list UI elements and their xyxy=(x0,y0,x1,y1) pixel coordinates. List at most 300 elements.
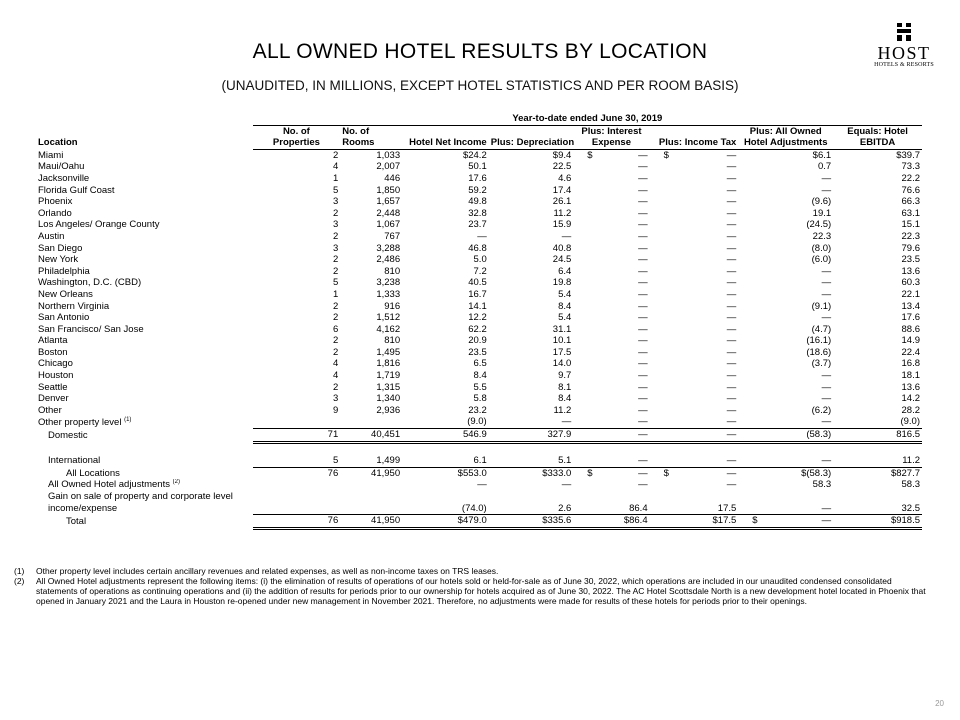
location-label: Northern Virginia xyxy=(38,300,110,312)
cell-value: 1,657 xyxy=(376,196,401,208)
cell-rooms xyxy=(340,173,402,185)
cell-value: 20.9 xyxy=(468,335,487,347)
table-row xyxy=(36,416,922,428)
cell-value: 14.0 xyxy=(552,358,572,370)
cell-properties xyxy=(253,219,341,231)
location-label: Austin xyxy=(38,230,65,242)
cell-net-income xyxy=(402,393,489,405)
cell-location xyxy=(36,277,253,289)
cell-value: — xyxy=(726,196,737,208)
cell-depreciation xyxy=(489,289,574,301)
cell-value: 7.2 xyxy=(473,265,487,277)
cell-adjustments xyxy=(738,358,833,370)
cell-value: (9.6) xyxy=(811,196,832,208)
cell-value: — xyxy=(638,455,648,467)
cell-rooms xyxy=(340,301,402,313)
cell-net-income xyxy=(402,491,489,503)
cell-value: 22.5 xyxy=(552,161,572,173)
cell-value: — xyxy=(638,479,648,491)
cell-net-income xyxy=(402,277,489,289)
cell-value: 4 xyxy=(332,161,339,173)
cell-value: 2,936 xyxy=(376,404,401,416)
cell-properties xyxy=(253,324,341,336)
cell-ebitda xyxy=(833,455,922,467)
cell-value: 1,719 xyxy=(376,370,401,382)
cell-depreciation xyxy=(489,370,574,382)
cell-value: 5.1 xyxy=(558,455,572,467)
cell-value: — xyxy=(726,312,737,324)
cell-properties xyxy=(253,196,341,208)
cell-value: — xyxy=(726,370,737,382)
cell-value: 76 xyxy=(327,467,339,479)
cell-value: — xyxy=(821,265,832,277)
cell-value: — xyxy=(638,467,648,479)
cell-value: 60.3 xyxy=(901,277,920,289)
cell-interest xyxy=(573,335,649,347)
cell-tax xyxy=(650,515,739,529)
cell-location xyxy=(36,185,253,197)
cell-depreciation xyxy=(489,243,574,255)
cell-properties xyxy=(253,335,341,347)
cell-location xyxy=(36,382,253,394)
cell-properties xyxy=(253,185,341,197)
cell-value: — xyxy=(477,479,487,491)
cell-value: $39.7 xyxy=(896,149,920,161)
col-tax: Plus: Income Tax xyxy=(650,137,739,149)
cell-net-income xyxy=(402,347,489,359)
cell-adjustments xyxy=(738,503,833,515)
cell-value: — xyxy=(821,172,832,184)
cell-net-income xyxy=(402,455,489,467)
cell-value: (16.1) xyxy=(806,335,832,347)
cell-net-income xyxy=(402,503,489,515)
cell-value: 816.5 xyxy=(896,429,920,441)
cell-interest xyxy=(573,149,649,161)
cell-value: 40.5 xyxy=(468,277,487,289)
cell-value: 15.9 xyxy=(552,219,572,231)
logo-wordmark: HOST xyxy=(877,43,931,63)
cell-adjustments xyxy=(738,254,833,266)
cell-depreciation xyxy=(489,393,574,405)
cell-value: (9.1) xyxy=(811,300,832,312)
col-rooms-line1: No. of xyxy=(342,125,370,137)
cell-value: — xyxy=(638,312,648,324)
table-row xyxy=(36,185,922,197)
cell-adjustments xyxy=(738,301,833,313)
cell-interest xyxy=(573,301,649,313)
cell-value: — xyxy=(638,184,648,196)
cell-net-income xyxy=(402,479,489,491)
cell-value: 1,850 xyxy=(376,184,401,196)
cell-depreciation xyxy=(489,503,574,515)
cell-adjustments xyxy=(738,335,833,347)
location-label: New York xyxy=(38,254,79,266)
cell-location xyxy=(36,312,253,324)
cell-location xyxy=(36,515,253,529)
cell-location xyxy=(36,196,253,208)
cell-value: — xyxy=(638,370,648,382)
cell-value: 2 xyxy=(332,230,339,242)
location-label: Orlando xyxy=(38,207,72,219)
cell-tax xyxy=(650,289,739,301)
cell-value: — xyxy=(726,404,737,416)
cell-interest xyxy=(573,405,649,417)
cell-net-income xyxy=(402,185,489,197)
cell-value: 17.6 xyxy=(901,312,920,324)
cell-depreciation xyxy=(489,149,574,161)
cell-properties xyxy=(253,491,341,503)
cell-value: 19.1 xyxy=(812,207,832,219)
col-properties-line2: Properties xyxy=(253,137,341,149)
cell-value: 18.1 xyxy=(901,370,920,382)
cell-value: 1,495 xyxy=(376,346,401,358)
cell-tax xyxy=(650,347,739,359)
cell-ebitda xyxy=(833,254,922,266)
table-row xyxy=(36,196,922,208)
cell-properties xyxy=(253,301,341,313)
cell-ebitda xyxy=(833,231,922,243)
cell-interest xyxy=(573,208,649,220)
cell-value: 5.8 xyxy=(473,393,487,405)
cell-rooms xyxy=(340,358,402,370)
cell-depreciation xyxy=(489,358,574,370)
table-row xyxy=(36,515,922,529)
cell-net-income xyxy=(402,254,489,266)
cell-depreciation xyxy=(489,173,574,185)
cell-value: 2 xyxy=(332,312,339,324)
cell-value: 6.4 xyxy=(558,265,572,277)
cell-ebitda xyxy=(833,173,922,185)
cell-value: 16.7 xyxy=(468,288,487,300)
cell-properties xyxy=(253,455,341,467)
cell-properties xyxy=(253,515,341,529)
cell-value: — xyxy=(638,335,648,347)
cell-value: 2,448 xyxy=(376,207,401,219)
cell-net-income xyxy=(402,382,489,394)
cell-depreciation xyxy=(489,254,574,266)
cell-value: $6.1 xyxy=(812,149,832,161)
cell-value: 2 xyxy=(332,149,339,161)
cell-location xyxy=(36,208,253,220)
cell-interest xyxy=(573,515,649,529)
cell-tax xyxy=(650,405,739,417)
cell-ebitda xyxy=(833,312,922,324)
cell-value: 19.8 xyxy=(552,277,572,289)
cell-value: 446 xyxy=(384,172,401,184)
cell-value: 17.5 xyxy=(552,346,572,358)
cell-ebitda xyxy=(833,335,922,347)
cell-rooms xyxy=(340,149,402,161)
table-row xyxy=(36,266,922,278)
cell-location xyxy=(36,243,253,255)
cell-interest xyxy=(573,491,649,503)
cell-interest xyxy=(573,347,649,359)
cell-depreciation xyxy=(489,382,574,394)
cell-value: 1,333 xyxy=(376,288,401,300)
location-label: Atlanta xyxy=(38,335,68,347)
cell-properties xyxy=(253,382,341,394)
cell-rooms xyxy=(340,231,402,243)
cell-interest xyxy=(573,161,649,173)
dollar-sign: $ xyxy=(752,515,758,527)
cell-value: 13.6 xyxy=(901,265,920,277)
cell-ebitda xyxy=(833,277,922,289)
cell-adjustments xyxy=(738,266,833,278)
dollar-sign: $ xyxy=(663,467,669,479)
cell-value: 5 xyxy=(332,277,339,289)
cell-properties xyxy=(253,429,341,443)
cell-adjustments xyxy=(738,149,833,161)
cell-value: 23.7 xyxy=(468,219,487,231)
cell-rooms xyxy=(340,219,402,231)
cell-value: — xyxy=(638,346,648,358)
cell-properties xyxy=(253,467,341,479)
cell-ebitda xyxy=(833,405,922,417)
cell-depreciation xyxy=(489,467,574,479)
table-row xyxy=(36,370,922,382)
cell-interest xyxy=(573,196,649,208)
cell-ebitda xyxy=(833,324,922,336)
cell-interest xyxy=(573,416,649,428)
cell-location xyxy=(36,347,253,359)
location-label: Maui/Oahu xyxy=(38,161,85,173)
cell-value: 1,067 xyxy=(376,219,401,231)
table-row xyxy=(36,277,922,289)
cell-value: — xyxy=(638,254,648,266)
cell-value: — xyxy=(821,277,832,289)
cell-location xyxy=(36,467,253,479)
cell-tax xyxy=(650,429,739,443)
cell-properties xyxy=(253,254,341,266)
cell-rooms xyxy=(340,335,402,347)
cell-adjustments xyxy=(738,416,833,428)
cell-value: — xyxy=(638,393,648,405)
location-label: Other xyxy=(38,404,62,416)
cell-value: — xyxy=(821,502,832,514)
cell-location xyxy=(36,405,253,417)
cell-tax xyxy=(650,370,739,382)
cell-value: (8.0) xyxy=(811,242,832,254)
cell-depreciation xyxy=(489,479,574,491)
cell-value: — xyxy=(638,207,648,219)
table-row xyxy=(36,301,922,313)
cell-depreciation xyxy=(489,185,574,197)
cell-value: 32.8 xyxy=(468,207,487,219)
cell-value: 41,950 xyxy=(371,467,401,479)
cell-value: (4.7) xyxy=(811,323,832,335)
cell-interest xyxy=(573,479,649,491)
cell-ebitda xyxy=(833,161,922,173)
cell-value: — xyxy=(726,277,737,289)
cell-rooms xyxy=(340,370,402,382)
cell-value: 88.6 xyxy=(901,323,920,335)
cell-location xyxy=(36,370,253,382)
cell-net-income xyxy=(402,196,489,208)
cell-ebitda xyxy=(833,219,922,231)
cell-properties xyxy=(253,405,341,417)
cell-value: $335.6 xyxy=(542,515,572,527)
hotel-results-table xyxy=(36,113,922,530)
cell-value: 16.8 xyxy=(901,358,920,370)
cell-interest xyxy=(573,243,649,255)
cell-ebitda xyxy=(833,243,922,255)
cell-value: $827.7 xyxy=(890,467,920,479)
cell-net-income xyxy=(402,358,489,370)
cell-value: $9.4 xyxy=(552,149,572,161)
cell-adjustments xyxy=(738,382,833,394)
cell-depreciation xyxy=(489,455,574,467)
cell-value: 0.7 xyxy=(817,161,832,173)
cell-value: 2.6 xyxy=(558,502,572,514)
cell-location xyxy=(36,503,253,515)
cell-value: 11.2 xyxy=(553,404,572,416)
cell-value: 17.6 xyxy=(468,172,487,184)
cell-value: — xyxy=(638,149,648,161)
cell-location xyxy=(36,416,253,428)
cell-adjustments xyxy=(738,370,833,382)
cell-value: — xyxy=(726,416,737,428)
cell-value: 2 xyxy=(332,300,339,312)
cell-value: 3 xyxy=(332,393,339,405)
cell-value: 26.1 xyxy=(552,196,572,208)
cell-ebitda xyxy=(833,416,922,428)
table-row xyxy=(36,405,922,417)
col-rooms-line2: Rooms xyxy=(340,137,402,149)
cell-ebitda xyxy=(833,515,922,529)
cell-rooms xyxy=(340,289,402,301)
table-row xyxy=(36,173,922,185)
footnote-2 xyxy=(14,576,926,606)
table-spacer-row xyxy=(36,442,922,455)
table-row xyxy=(36,219,922,231)
cell-depreciation xyxy=(489,347,574,359)
cell-interest xyxy=(573,312,649,324)
cell-value: — xyxy=(638,358,648,370)
location-label: Denver xyxy=(38,393,69,405)
cell-adjustments xyxy=(738,405,833,417)
col-location: Location xyxy=(38,137,78,149)
cell-value: 9 xyxy=(332,404,339,416)
cell-properties xyxy=(253,289,341,301)
cell-rooms xyxy=(340,243,402,255)
cell-value: $333.0 xyxy=(542,467,572,479)
cell-net-income xyxy=(402,289,489,301)
cell-value: 58.3 xyxy=(901,479,920,491)
cell-properties xyxy=(253,266,341,278)
cell-value: — xyxy=(726,254,737,266)
table-period-label: Year-to-date ended June 30, 2019 xyxy=(253,113,922,125)
cell-value: 14.1 xyxy=(468,300,487,312)
cell-location xyxy=(36,301,253,313)
cell-depreciation xyxy=(489,324,574,336)
footnote-text: All Owned Hotel adjustments represent the following items: (i) the elimination of results of operations of our hotels sold or held-for-sale as of June 30, 2022, which operations are included in our unaudited condensed consolidated statements of operations as continuing operations and (ii) the addition of results for periods prior to our ownership for hotels acquired as of June 30, 2022. The AC Hotel Scottsdale North is a new development hotel located in Phoenix that opened in January 2021 and the Laura in Houston re-opened under new management in November 2021. Therefore, no adjustments were made for results of these hotels for periods prior to their openings. xyxy=(36,576,926,606)
cell-value: — xyxy=(726,242,737,254)
cell-interest xyxy=(573,277,649,289)
cell-value: $24.2 xyxy=(462,149,487,161)
cell-tax xyxy=(650,185,739,197)
cell-value: 86.4 xyxy=(629,502,648,514)
cell-depreciation xyxy=(489,429,574,443)
cell-value: 46.8 xyxy=(468,242,487,254)
cell-tax xyxy=(650,254,739,266)
cell-value: 22.4 xyxy=(901,346,920,358)
cell-interest xyxy=(573,231,649,243)
footnotes xyxy=(14,566,926,606)
cell-value: 5 xyxy=(332,184,339,196)
cell-ebitda xyxy=(833,393,922,405)
cell-location xyxy=(36,324,253,336)
location-label: All Locations xyxy=(66,467,120,479)
cell-value: 66.3 xyxy=(901,196,920,208)
cell-value: — xyxy=(638,242,648,254)
cell-rooms xyxy=(340,455,402,467)
cell-value: 4 xyxy=(332,370,339,382)
cell-adjustments xyxy=(738,429,833,443)
cell-value: 17.5 xyxy=(717,502,737,514)
location-label: Chicago xyxy=(38,358,73,370)
cell-value: (18.6) xyxy=(806,346,832,358)
cell-value: $(58.3) xyxy=(801,467,832,479)
cell-value: — xyxy=(638,404,648,416)
cell-value: — xyxy=(726,358,737,370)
cell-value: 2 xyxy=(332,207,339,219)
cell-value: 1,499 xyxy=(376,455,401,467)
cell-location xyxy=(36,455,253,467)
cell-value: 79.6 xyxy=(901,242,920,254)
cell-value: — xyxy=(726,455,737,467)
cell-depreciation xyxy=(489,312,574,324)
cell-properties xyxy=(253,393,341,405)
location-label: Boston xyxy=(38,346,68,358)
cell-location xyxy=(36,161,253,173)
cell-value: — xyxy=(638,265,648,277)
cell-value: — xyxy=(726,265,737,277)
cell-net-income xyxy=(402,231,489,243)
cell-value: — xyxy=(726,429,737,441)
cell-value: (3.7) xyxy=(811,358,832,370)
cell-value: 1 xyxy=(332,172,339,184)
cell-rooms xyxy=(340,467,402,479)
cell-value: 1,512 xyxy=(376,312,401,324)
cell-rooms xyxy=(340,416,402,428)
cell-value: 63.1 xyxy=(901,207,920,219)
cell-value: 5 xyxy=(332,455,339,467)
cell-location xyxy=(36,393,253,405)
cell-interest xyxy=(573,455,649,467)
cell-adjustments xyxy=(738,243,833,255)
cell-value: (74.0) xyxy=(461,502,487,514)
cell-value: 32.5 xyxy=(901,502,920,514)
location-label: Seattle xyxy=(38,381,68,393)
table-row xyxy=(36,243,922,255)
cell-value: — xyxy=(726,335,737,347)
location-label: Miami xyxy=(38,149,64,161)
cell-depreciation xyxy=(489,196,574,208)
cell-location xyxy=(36,231,253,243)
cell-value: 8.4 xyxy=(558,300,572,312)
location-label: San Antonio xyxy=(38,312,90,324)
table-body xyxy=(36,149,922,528)
dollar-sign: $ xyxy=(587,467,593,479)
cell-value: $479.0 xyxy=(457,515,487,527)
logo-subtext: HOTELS & RESORTS xyxy=(874,62,934,68)
cell-tax xyxy=(650,312,739,324)
cell-value: 31.1 xyxy=(552,323,572,335)
footnote-text: Other property level includes certain ancillary revenues and related expenses, as well as non-income taxes on TRS leases. xyxy=(36,566,499,576)
cell-ebitda xyxy=(833,429,922,443)
location-label: New Orleans xyxy=(38,288,93,300)
cell-properties xyxy=(253,277,341,289)
